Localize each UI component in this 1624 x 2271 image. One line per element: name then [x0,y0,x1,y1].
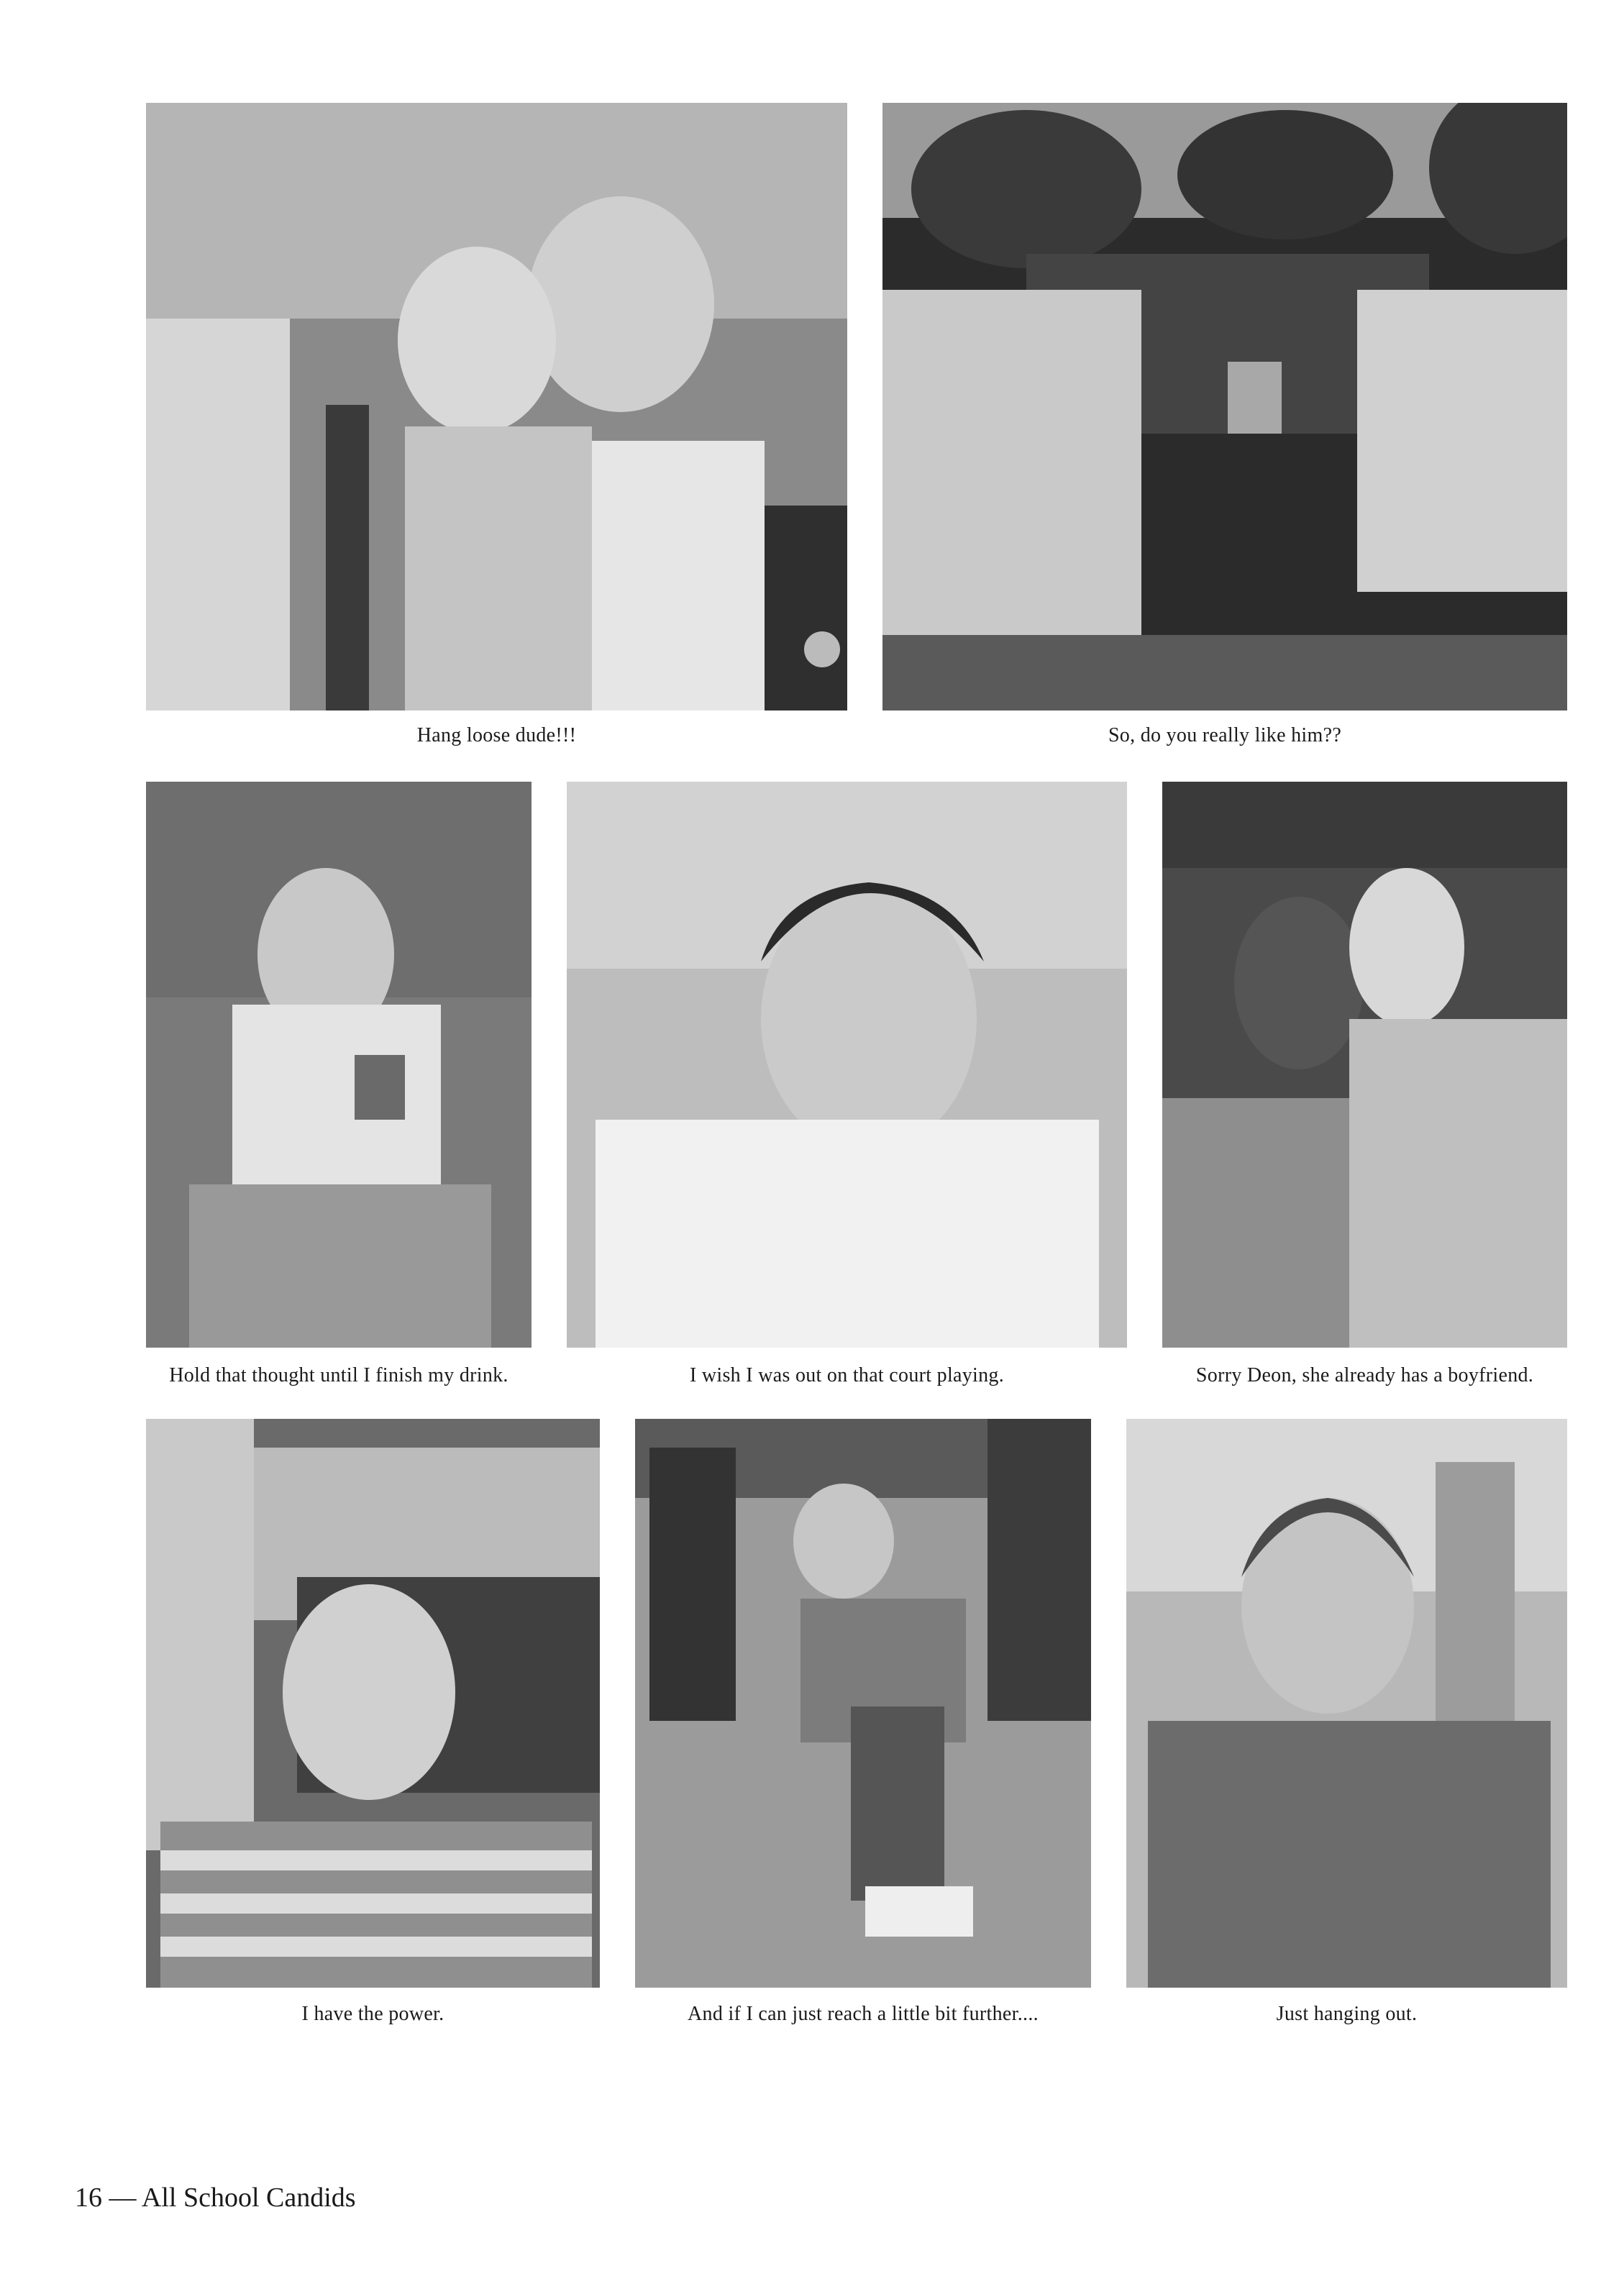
page-number: 16 [75,2183,102,2213]
caption-hang-loose: Hang loose dude!!! [416,724,577,746]
photo-hang-loose [146,103,847,710]
photo-reach-further [635,1419,1091,1988]
photo-boyfriend [1162,782,1567,1348]
photo-hanging-out [1126,1419,1567,1988]
caption-finish-drink: Hold that thought until I finish my drink. [169,1364,508,1386]
caption-court-playing: I wish I was out on that court playing. [689,1364,1005,1386]
footer-dash: — [109,2183,137,2213]
section-title: All School Candids [141,2183,356,2213]
photo-really-like-him [882,103,1567,710]
photo-finish-drink [146,782,532,1348]
photo-court-playing [567,782,1127,1348]
page-footer [75,2182,356,2213]
caption-hanging-out: Just hanging out. [1276,2003,1418,2025]
caption-reach-further: And if I can just reach a little bit further.... [688,2003,1039,2025]
photo-power [146,1419,600,1988]
caption-power: I have the power. [301,2003,444,2025]
caption-really-like-him: So, do you really like him?? [1108,724,1342,746]
caption-boyfriend: Sorry Deon, she already has a boyfriend. [1195,1364,1534,1386]
